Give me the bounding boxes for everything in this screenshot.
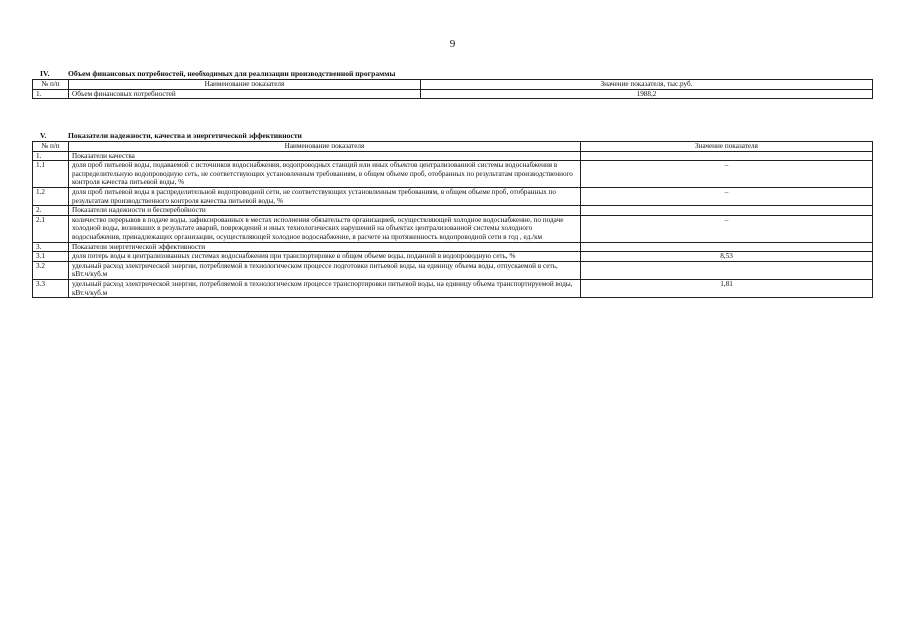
table-row xyxy=(33,206,873,216)
table-row xyxy=(33,279,873,297)
section-5-title: Показатели надежности, качества и энергетической эффективности xyxy=(68,131,302,140)
section-4-heading xyxy=(32,69,872,78)
row-num: 3. xyxy=(33,242,69,252)
row-name: удельный расход электрической энергии, потребляемой в технологическом процессе транспортировки питьевой воды, на единицу объема транспортируемой воды, кВт.ч/куб.м xyxy=(69,279,581,297)
row-num: 3.2 xyxy=(33,261,69,279)
row-name: Показатели надежности и бесперебойности xyxy=(69,206,581,216)
row-value: 1988,2 xyxy=(421,89,873,99)
row-num: 2.1 xyxy=(33,215,69,242)
table-row xyxy=(33,151,873,161)
header-name: Наименование показателя xyxy=(69,142,581,152)
row-name: количество перерывов в подаче воды, зафиксированных в местах исполнения обязательств организацией, осуществляющей холодное водоснабжение, по подаче холодной воды, возникших в результате аварий, повреждений и иных технологических нарушений на объектах централизованной системы холодного водоснабжения, принадлежащих организации, осуществляющей холодное водоснабжение, в расчете на протяженность водопроводной сети в год , ед./км xyxy=(69,215,581,242)
row-name: доля проб питьевой воды, подаваемой с источников водоснабжения, водопроводных станций или иных объектов централизованной системы водоснабжения в распределительную водопроводную сеть, не соответствующих установленным требованиям, в общем объеме проб, отобранных по результатам производственного контроля качества питьевой воды, % xyxy=(69,161,581,188)
reliability-table xyxy=(32,141,873,298)
row-num: 3.3 xyxy=(33,279,69,297)
header-num: № п/п xyxy=(33,142,69,152)
row-num: 1. xyxy=(33,89,69,99)
row-value: 1,81 xyxy=(581,279,873,297)
table-row xyxy=(33,215,873,242)
section-4-title: Объем финансовых потребностей, необходимых для реализации производственной программы xyxy=(68,69,396,78)
table-row xyxy=(33,252,873,262)
row-name: Показатели энергетической эффективности xyxy=(69,242,581,252)
section-4-number: IV. xyxy=(40,69,50,78)
table-row xyxy=(33,89,873,99)
row-name: Объем финансовых потребностей xyxy=(69,89,421,99)
header-value: Значение показателя xyxy=(581,142,873,152)
row-value: – xyxy=(581,215,873,242)
table-header-row xyxy=(33,142,873,152)
row-value xyxy=(581,261,873,279)
row-name: удельный расход электрической энергии, потребляемой в технологическом процессе подготовки питьевой воды, на единицу объема воды, отпускаемой в сеть, кВт.ч/куб.м xyxy=(69,261,581,279)
row-num: 1.1 xyxy=(33,161,69,188)
row-value: – xyxy=(581,161,873,188)
row-value: – xyxy=(581,187,873,205)
row-value: 8,53 xyxy=(581,252,873,262)
section-5-heading xyxy=(32,131,872,140)
header-value: Значение показателя, тыс.руб. xyxy=(421,80,873,90)
page-number: 9 xyxy=(449,38,456,50)
row-num: 1. xyxy=(33,151,69,161)
row-value xyxy=(581,206,873,216)
table-header-row xyxy=(33,80,873,90)
table-row xyxy=(33,161,873,188)
table-row xyxy=(33,187,873,205)
row-num: 2. xyxy=(33,206,69,216)
table-row xyxy=(33,261,873,279)
row-num: 1.2 xyxy=(33,187,69,205)
row-name: Показатели качества xyxy=(69,151,581,161)
row-name: доля проб питьевой воды в распределительной водопроводной сети, не соответствующих установленным требованиям, в общем объеме проб, отобранных по результатам производственного контроля качества питьевой воды, % xyxy=(69,187,581,205)
row-value xyxy=(581,242,873,252)
row-name: доля потерь воды в централизованных системах водоснабжения при транспортировке в общем объеме воды, поданной в водопроводную сеть, % xyxy=(69,252,581,262)
header-name: Наименование показателя xyxy=(69,80,421,90)
section-5-number: V. xyxy=(40,131,47,140)
row-value xyxy=(581,151,873,161)
header-num: № п/п xyxy=(33,80,69,90)
row-num: 3.1 xyxy=(33,252,69,262)
financial-needs-table xyxy=(32,79,873,99)
table-row xyxy=(33,242,873,252)
